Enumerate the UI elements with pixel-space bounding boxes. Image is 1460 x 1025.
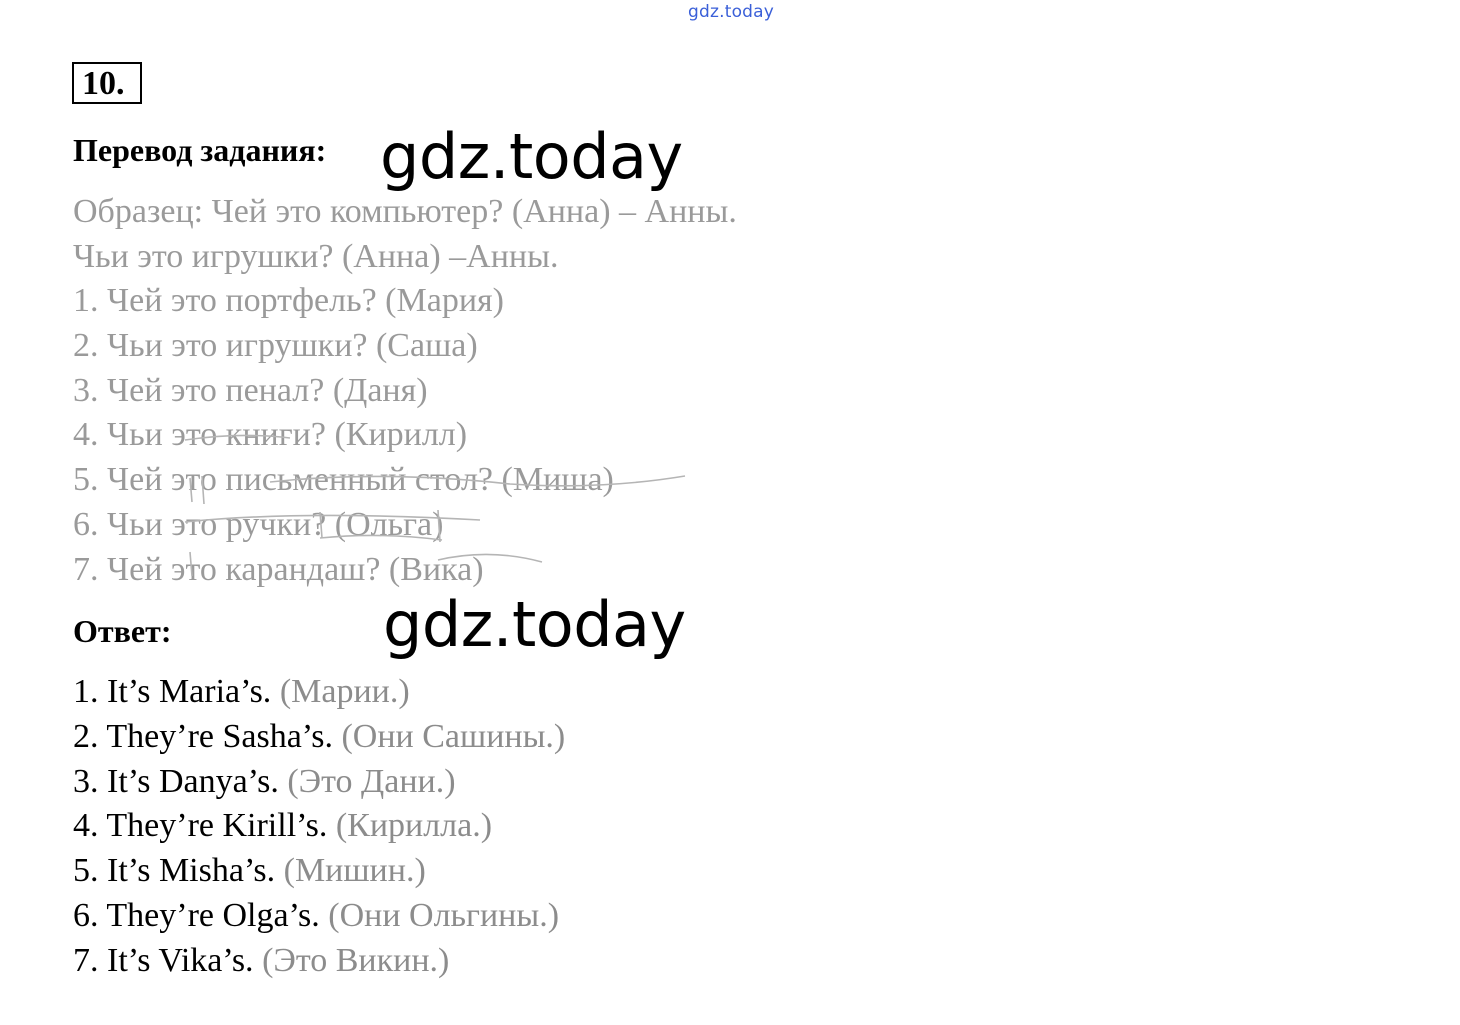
- answers-list: [73, 670, 565, 984]
- answer-english: 3. It’s Danya’s.: [73, 762, 279, 800]
- watermark-big-top: gdz.today: [380, 120, 683, 193]
- answer-heading: Ответ:: [73, 613, 172, 649]
- watermark-big-bottom: gdz.today: [383, 588, 686, 661]
- answer-line: [73, 715, 565, 760]
- task-line: 7. Чей это карандаш? (Вика): [73, 550, 484, 588]
- answer-english: 4. They’re Kirill’s.: [73, 807, 328, 845]
- task-heading: Перевод задания:: [73, 132, 327, 168]
- answer-russian: (Они Сашины.): [341, 717, 566, 755]
- task-line: Образец: Чей это компьютер? (Анна) – Анны.: [73, 193, 737, 230]
- task-line: 2. Чьи это игрушки? (Саша): [73, 327, 478, 365]
- answer-english: 6. They’re Olga’s.: [73, 896, 320, 934]
- task-number-box: 10.: [72, 62, 142, 104]
- answer-english: 7. It’s Vika’s.: [73, 941, 254, 979]
- answer-line: [73, 849, 565, 894]
- answer-russian: (Это Викин.): [262, 941, 450, 979]
- task-line: 5. Чей это письменный стол? (Миша): [73, 461, 614, 499]
- answer-line: [73, 939, 565, 984]
- answer-line: [73, 894, 565, 939]
- task-line: 1. Чей это портфель? (Мария): [73, 282, 504, 320]
- task-line: 6. Чьи это ручки? (Ольга): [73, 505, 444, 543]
- answer-english: 2. They’re Sasha’s.: [73, 717, 333, 755]
- task-lines-list: [73, 190, 737, 592]
- answer-russian: (Кирилла.): [335, 807, 493, 845]
- answer-english: 1. It’s Maria’s.: [73, 673, 272, 710]
- answer-russian: (Марии.): [279, 673, 410, 710]
- task-line: 4. Чьи это книги? (Кирилл): [73, 416, 468, 454]
- answer-line: [73, 804, 565, 849]
- task-line: 3. Чей это пенал? (Даня): [73, 371, 428, 409]
- answer-russian: (Мишин.): [283, 852, 426, 890]
- answer-line: [73, 670, 565, 715]
- answer-russian: (Это Дани.): [287, 762, 456, 800]
- top-watermark: gdz.today: [688, 2, 775, 22]
- answer-line: [73, 760, 565, 805]
- answer-russian: (Они Ольгины.): [328, 896, 560, 934]
- task-line: Чьи это игрушки? (Анна) –Анны.: [73, 237, 559, 275]
- answer-english: 5. It’s Misha’s.: [73, 852, 276, 890]
